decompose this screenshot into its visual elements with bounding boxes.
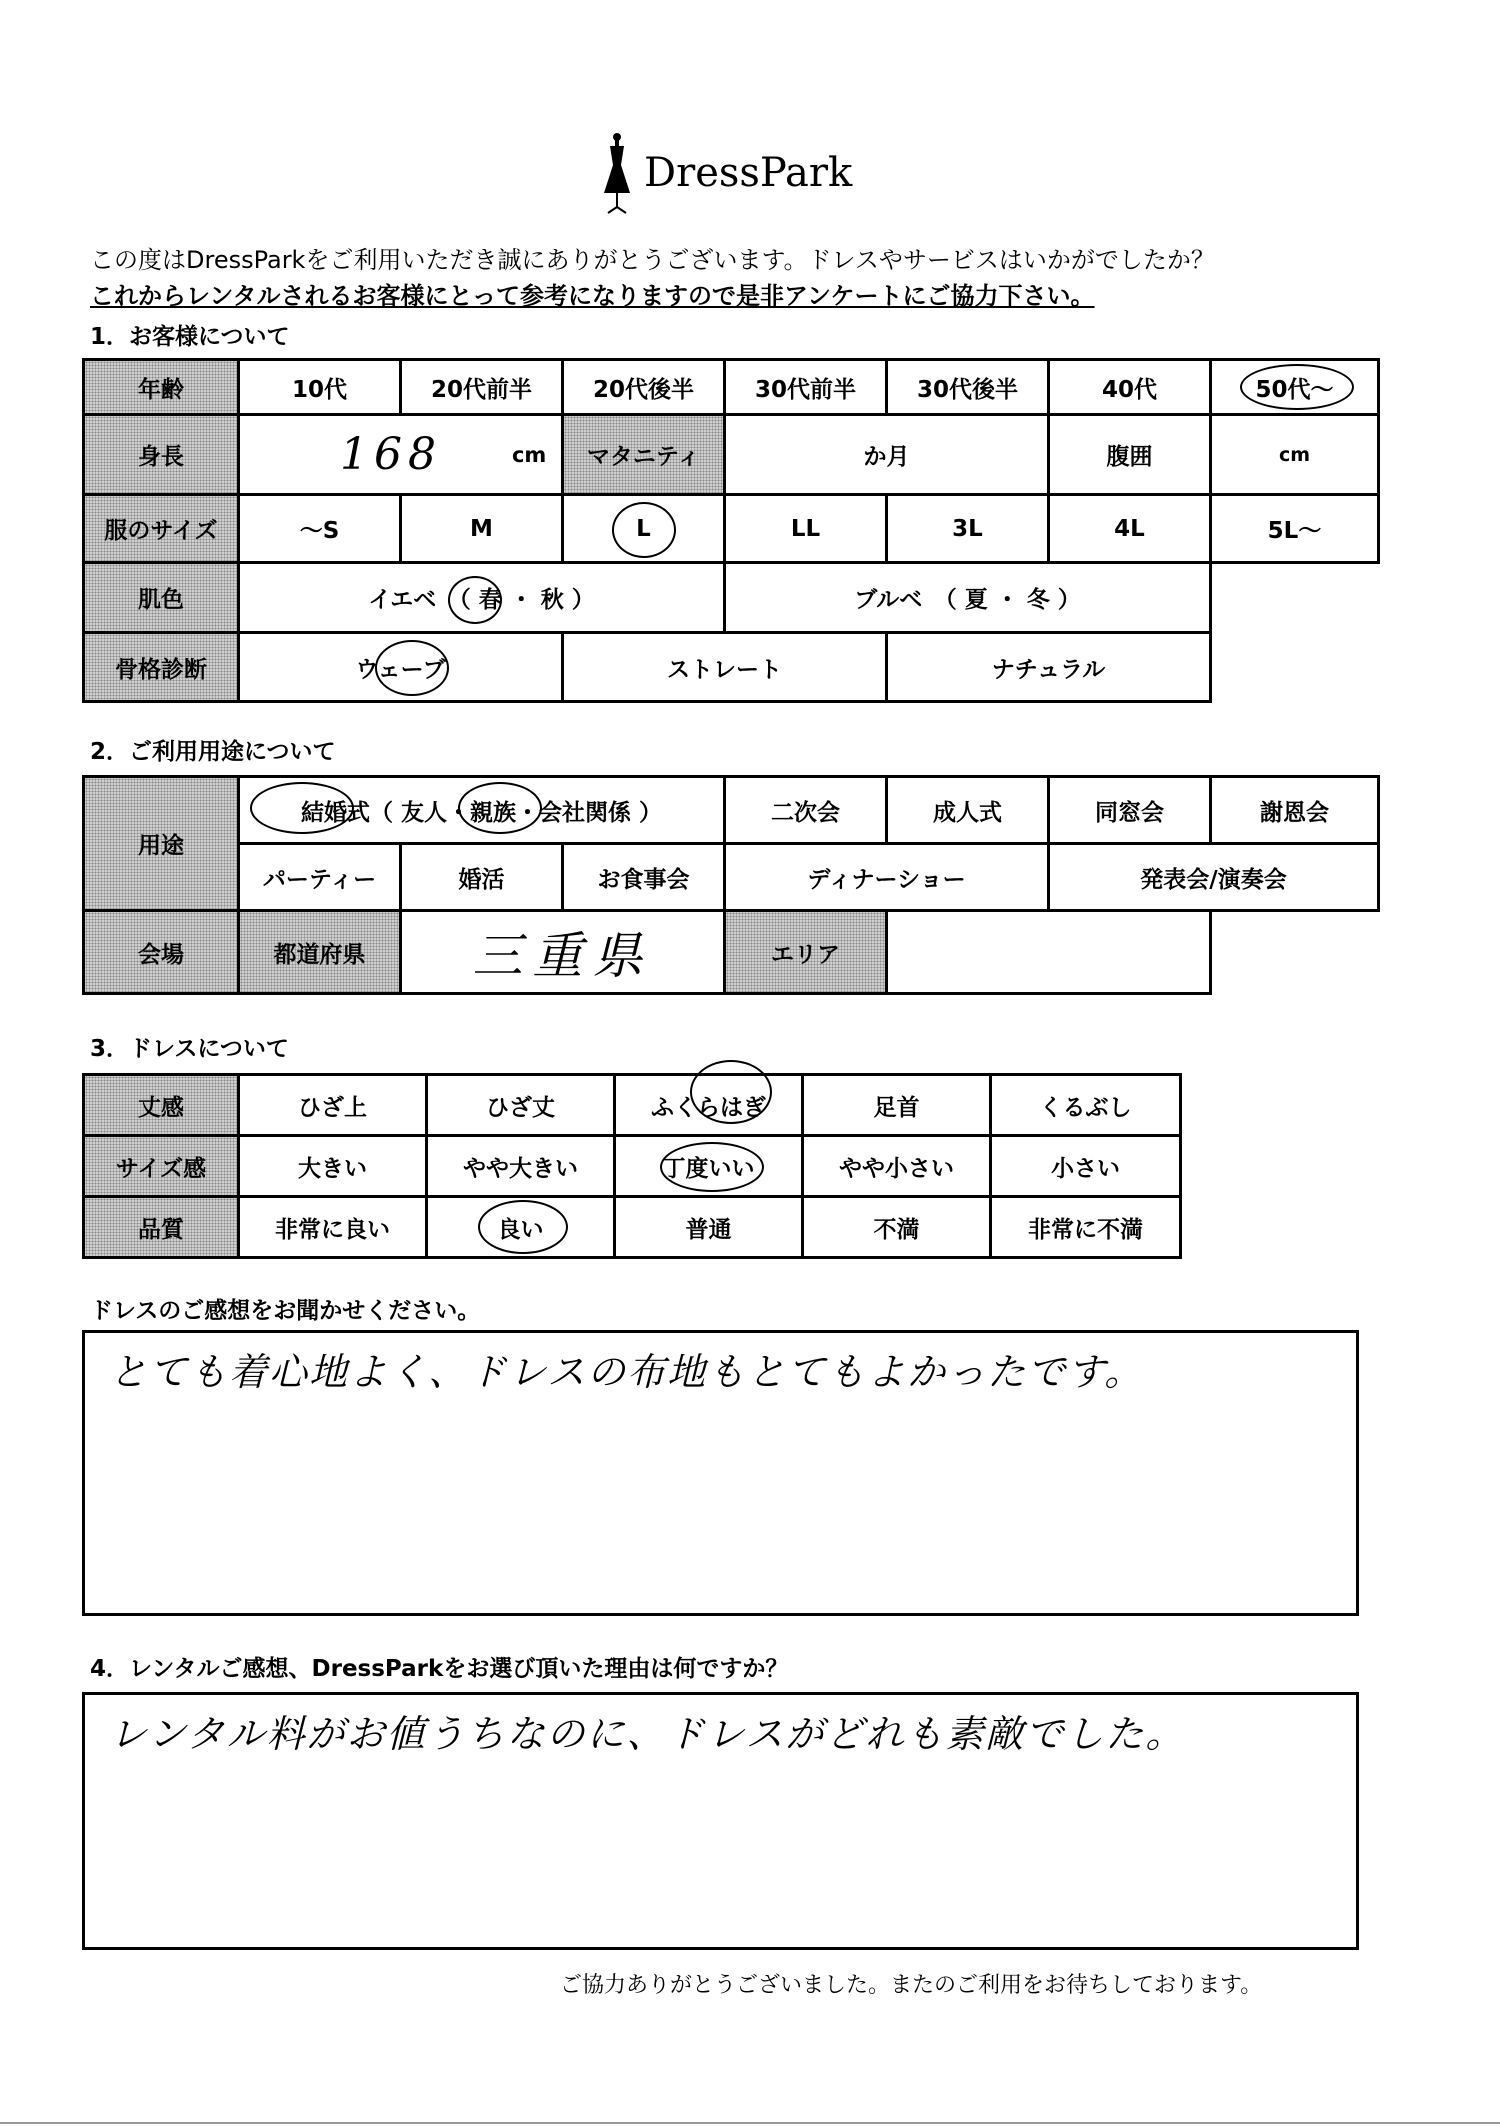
maternity-months-field[interactable] [726,416,1050,496]
dress-comment-box[interactable] [82,1330,1359,1616]
intro-request: これからレンタルされるお客様にとって参考になりますので是非アンケートにご協力下さい。 [90,282,1095,310]
dress-comment-label: ドレスのご感想をお聞かせください。 [90,1298,481,1324]
age-option[interactable]: 20代後半 [564,361,726,416]
quality-option[interactable]: 不満 [804,1198,992,1259]
age-option-selected[interactable]: 50代～ [1212,361,1380,416]
section3-title: 3．ドレスについて [90,1036,289,1062]
purpose-option[interactable]: 二次会 [726,778,888,845]
age-option[interactable]: 40代 [1050,361,1212,416]
purpose-label: 用途 [85,778,240,912]
frame-option-selected[interactable]: ウェーブ [240,634,564,703]
purpose-option[interactable]: お食事会 [564,845,726,912]
age-option[interactable]: 10代 [240,361,402,416]
waist-unit: cm [1278,443,1311,466]
length-option-selected[interactable]: ふくらはぎ [616,1076,804,1137]
quality-label: 品質 [85,1198,240,1259]
height-field[interactable] [240,416,564,496]
frame-option[interactable]: ナチュラル [888,634,1212,703]
prefecture-label: 都道府県 [240,912,402,995]
maternity-label: マタニティ [564,416,726,496]
brand-name: DressPark [644,150,853,196]
length-label: 丈感 [85,1076,240,1137]
length-option[interactable]: 足首 [804,1076,992,1137]
length-option[interactable]: ひざ丈 [428,1076,616,1137]
size-option[interactable]: LL [726,496,888,564]
size-option[interactable]: 5L～ [1212,496,1380,564]
quality-option-selected[interactable]: 良い [428,1198,616,1259]
dress-table [82,1073,1182,1259]
brand-logo [600,128,852,218]
intro-text: この度はDressParkをご利用いただき誠にありがとうございます。ドレスやサービスはいかがでしたか？ [90,246,1215,274]
fit-label: サイズ感 [85,1137,240,1198]
wedding-option[interactable]: 結婚式（ 友人・親族・会社関係 ） [240,778,726,845]
purpose-option[interactable]: 発表会/演奏会 [1050,845,1380,912]
rental-comment-box[interactable] [82,1692,1359,1950]
customer-table [82,358,1380,703]
size-option[interactable]: M [402,496,564,564]
waist-label: 腹囲 [1050,416,1212,496]
section1-title: 1．お客様について [90,324,290,350]
fit-option-selected[interactable]: 丁度いい [616,1137,804,1198]
rental-comment-text: レンタル料がお値うちなのに、ドレスがどれも素敵でした。 [109,1712,1186,1756]
age-label: 年齢 [85,361,240,416]
quality-option[interactable]: 非常に良い [240,1198,428,1259]
skin-blue-option[interactable]: ブルベ （ 夏 ・ 冬 ） [726,564,1212,634]
frame-option[interactable]: ストレート [564,634,888,703]
age-option[interactable]: 20代前半 [402,361,564,416]
fit-option[interactable]: 大きい [240,1137,428,1198]
fit-option[interactable]: 小さい [992,1137,1182,1198]
purpose-option[interactable]: 同窓会 [1050,778,1212,845]
height-label: 身長 [85,416,240,496]
skin-yellow-option[interactable]: イエベ （ 春 ・ 秋 ） [240,564,726,634]
fit-option[interactable]: やや小さい [804,1137,992,1198]
purpose-option[interactable]: 成人式 [888,778,1050,845]
prefecture-value: 三重県 [472,927,653,985]
size-label: 服のサイズ [85,496,240,564]
skin-label: 肌色 [85,564,240,634]
purpose-option[interactable]: パーティー [240,845,402,912]
size-option[interactable]: 3L [888,496,1050,564]
purpose-option[interactable]: ディナーショー [726,845,1050,912]
dress-comment-text: とても着心地よく、ドレスの布地もとてもよかったです。 [109,1350,1145,1394]
size-option[interactable]: 4L [1050,496,1212,564]
age-option[interactable]: 30代後半 [888,361,1050,416]
waist-field[interactable] [1212,416,1380,496]
dress-mannequin-icon [600,131,634,215]
months-unit: か月 [863,444,910,470]
prefecture-field[interactable] [402,912,726,995]
quality-option[interactable]: 普通 [616,1198,804,1259]
length-option[interactable]: ひざ上 [240,1076,428,1137]
size-option[interactable]: ～S [240,496,402,564]
height-unit: cm [511,442,547,467]
length-option[interactable]: くるぶし [992,1076,1182,1137]
section2-title: 2．ご利用用途について [90,739,336,765]
usage-table [82,775,1380,995]
frame-label: 骨格診断 [85,634,240,703]
height-value: 168 [340,429,442,480]
quality-option[interactable]: 非常に不満 [992,1198,1182,1259]
purpose-option[interactable]: 謝恩会 [1212,778,1380,845]
scan-edge-line [0,2122,1500,2124]
section4-title: 4．レンタルご感想、DressParkをお選び頂いた理由は何ですか？ [90,1656,789,1682]
purpose-option[interactable]: 婚活 [402,845,564,912]
venue-label: 会場 [85,912,240,995]
fit-option[interactable]: やや大きい [428,1137,616,1198]
area-label: エリア [726,912,888,995]
area-field[interactable] [888,912,1212,995]
size-option-selected[interactable]: L [564,496,726,564]
age-option[interactable]: 30代前半 [726,361,888,416]
footer-thanks: ご協力ありがとうございました。またのご利用をお待ちしております。 [560,1973,1263,1998]
